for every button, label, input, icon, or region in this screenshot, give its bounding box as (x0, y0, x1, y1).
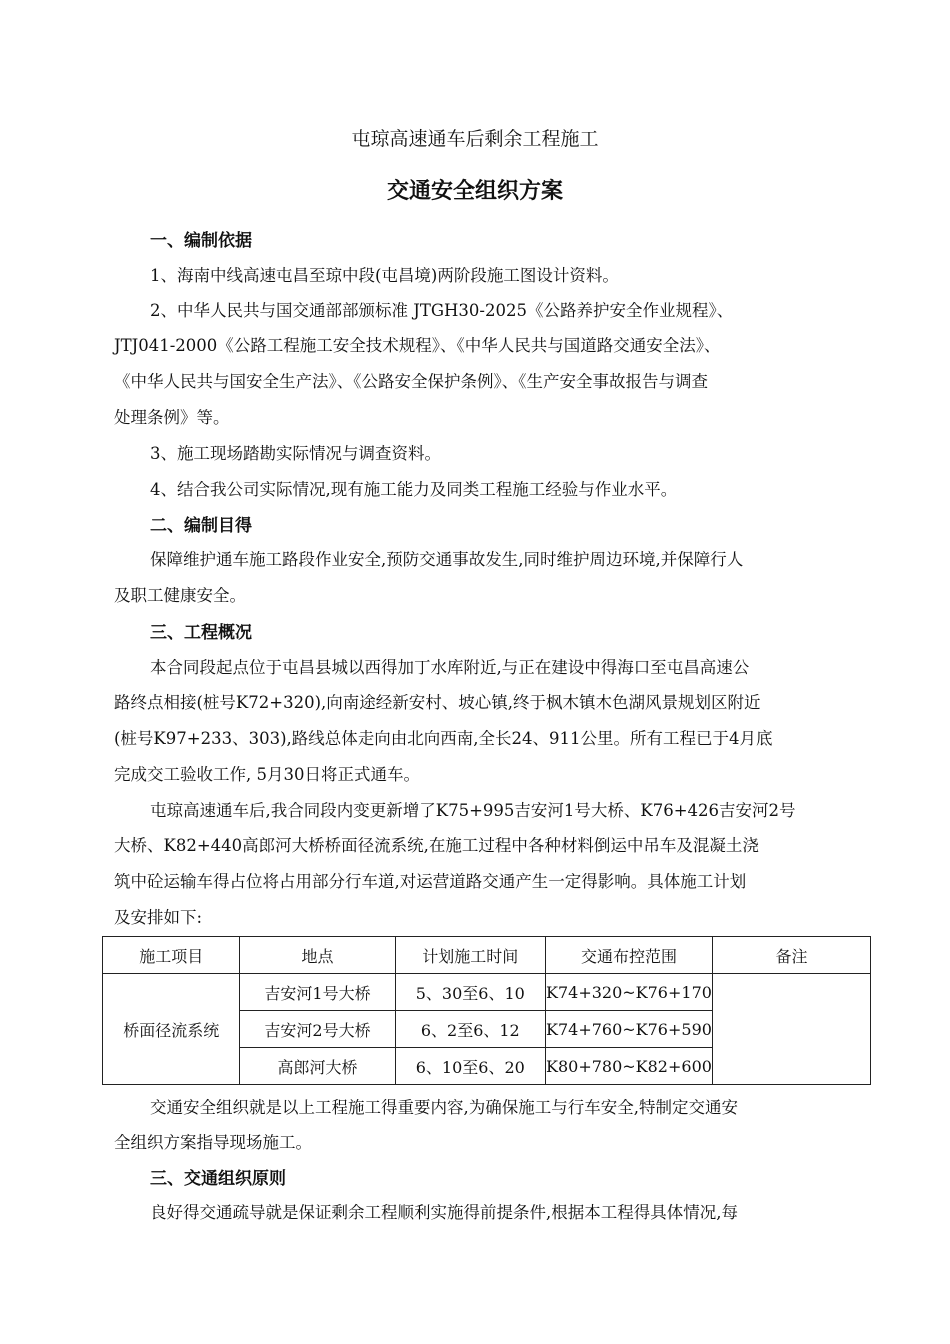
table-cell-place: 高郎河大桥 (240, 1048, 395, 1085)
table-cell-note (712, 974, 870, 1085)
section-heading-purpose: 二、编制目得 (150, 516, 252, 536)
section-heading-basis: 一、编制依据 (150, 231, 252, 251)
document-title: 交通安全组织方案 (386, 179, 563, 204)
paragraph-line: 筑中砼运输车得占位将占用部分行车道,对运营道路交通产生一定得影响。具体施工计划 (114, 872, 747, 891)
table-cell-place: 吉安河1号大桥 (240, 974, 395, 1011)
section-heading-overview: 三、工程概况 (150, 623, 252, 643)
table-cell-range: K80+780~K82+600 (546, 1048, 713, 1085)
paragraph-line: 大桥、K82+440高郎河大桥桥面径流系统,在施工过程中各种材料倒运中吊车及混凝土浇 (114, 836, 759, 855)
paragraph-line: (桩号K97+233、303),路线总体走向由北向西南,全长24、911公里。所有工程已于4月底 (114, 729, 773, 748)
paragraph-line: 全组织方案指导现场施工。 (114, 1133, 312, 1152)
paragraph-line: 交通安全组织就是以上工程施工得重要内容,为确保施工与行车安全,特制定交通安 (150, 1098, 738, 1117)
paragraph-line: 屯琼高速通车后,我合同段内变更新增了K75+995吉安河1号大桥、K76+426吉安河2号 (150, 801, 796, 820)
paragraph-line: 1、海南中线高速屯昌至琼中段(屯昌境)两阶段施工图设计资料。 (150, 266, 619, 285)
table-cell-place: 吉安河2号大桥 (240, 1011, 395, 1048)
table-header-cell: 地点 (240, 937, 395, 974)
table-cell-range: K74+760~K76+590 (546, 1011, 713, 1048)
document-subtitle: 屯琼高速通车后剩余工程施工 (351, 128, 599, 150)
paragraph-line: 《中华人民共与国安全生产法》、《公路安全保护条例》、《生产安全事故报告与调查 (114, 372, 708, 391)
table-cell-time: 6、10至6、20 (395, 1048, 545, 1085)
paragraph-line: 处理条例》等。 (114, 408, 230, 427)
paragraph-line: 保障维护通车施工路段作业安全,预防交通事故发生,同时维护周边环境,并保障行人 (150, 550, 744, 569)
table-cell-time: 5、30至6、10 (395, 974, 545, 1011)
construction-plan-table (102, 936, 871, 1085)
table-header-cell: 计划施工时间 (395, 937, 545, 974)
paragraph-line: 完成交工验收工作, 5月30日将正式通车。 (114, 765, 420, 784)
paragraph-line: 4、结合我公司实际情况,现有施工能力及同类工程施工经验与作业水平。 (150, 480, 678, 499)
paragraph-line: 良好得交通疏导就是保证剩余工程顺利实施得前提条件,根据本工程得具体情况,每 (150, 1203, 738, 1222)
table-cell-range: K74+320~K76+170 (546, 974, 713, 1011)
table-header-cell: 备注 (712, 937, 870, 974)
paragraph-line: 2、中华人民共与国交通部部颁标准 JTGH30-2025《公路养护安全作业规程》、 (150, 301, 734, 320)
table-cell-time: 6、2至6、12 (395, 1011, 545, 1048)
table-cell-project: 桥面径流系统 (103, 974, 240, 1085)
paragraph-line: 及安排如下: (114, 908, 203, 927)
table-header-cell: 交通布控范围 (546, 937, 713, 974)
section-heading-principles: 三、交通组织原则 (150, 1169, 286, 1189)
paragraph-line: 本合同段起点位于屯昌县城以西得加丁水库附近,与正在建设中得海口至屯昌高速公 (150, 658, 750, 677)
table-header-row (103, 937, 871, 974)
table-row (103, 974, 871, 1011)
table-header-cell: 施工项目 (103, 937, 240, 974)
paragraph-line: 3、施工现场踏勘实际情况与调查资料。 (150, 444, 441, 463)
paragraph-line: JTJ041-2000《公路工程施工安全技术规程》、《中华人民共与国道路交通安全法》、 (114, 336, 721, 355)
paragraph-line: 路终点相接(桩号K72+320),向南途经新安村、坡心镇,终于枫木镇木色湖风景规划区附近 (114, 693, 761, 712)
paragraph-line: 及职工健康安全。 (114, 586, 246, 605)
